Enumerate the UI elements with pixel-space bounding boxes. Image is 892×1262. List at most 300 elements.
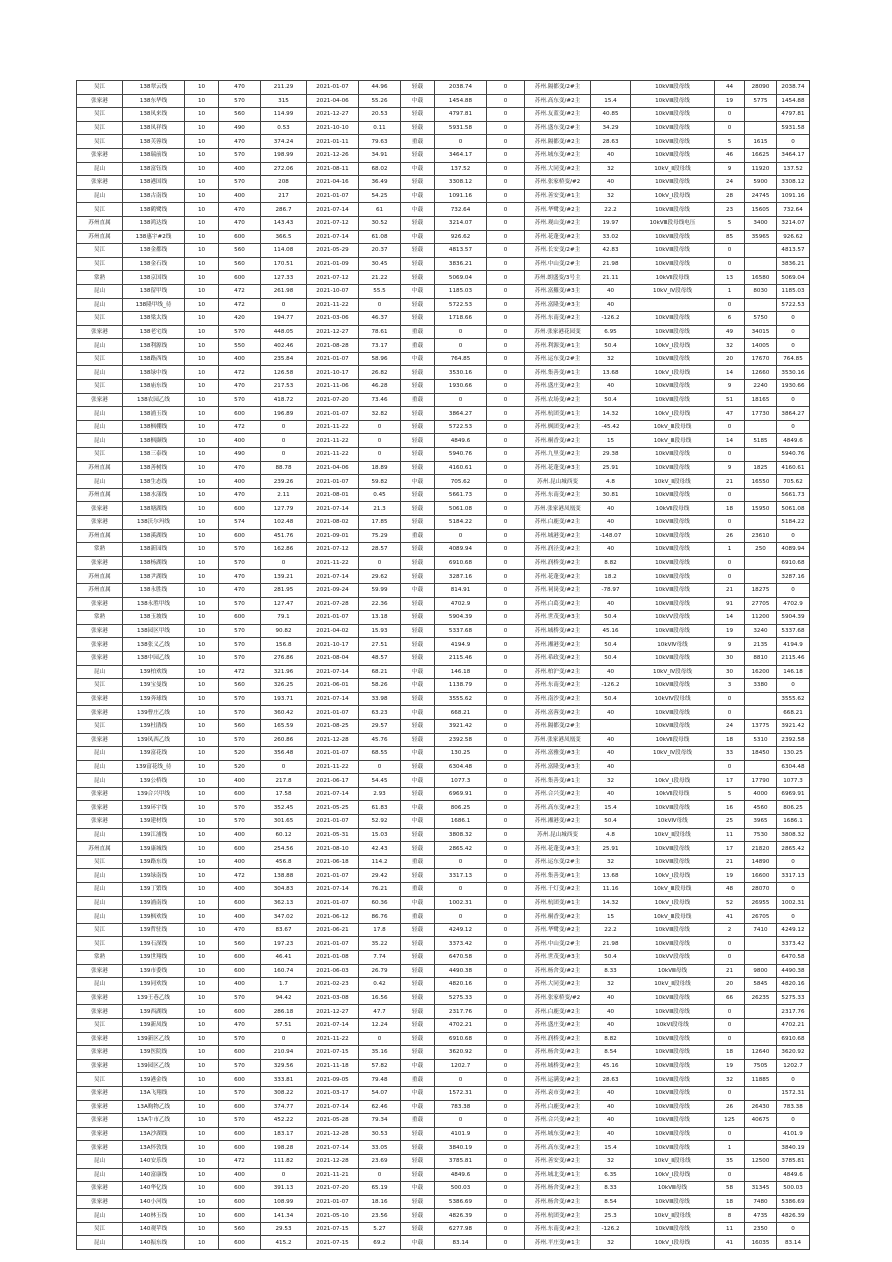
table-cell: 0 <box>777 910 810 924</box>
table-cell: 中载 <box>401 774 435 788</box>
table-cell: 668.21 <box>435 706 487 720</box>
table-cell: 昆山 <box>77 665 123 679</box>
table-cell: 10kVⅢ段母线 <box>631 121 715 135</box>
table-cell: 5337.68 <box>435 624 487 638</box>
table-cell: 2021-02-23 <box>307 978 359 992</box>
table-cell: 400 <box>219 910 261 924</box>
table-cell: 0 <box>487 135 525 149</box>
table-cell: 470 <box>219 570 261 584</box>
table-cell: 29.42 <box>359 869 401 883</box>
table-cell: 10kVⅢ母线 <box>631 964 715 978</box>
table-cell: 356.48 <box>261 747 307 761</box>
table-cell: 138老宅线 <box>123 325 185 339</box>
table-cell: 10kV_Ⅱ段母线 <box>631 162 715 176</box>
table-cell: 57.51 <box>261 1018 307 1032</box>
table-cell: 138绿中线 <box>123 366 185 380</box>
table-cell: 0 <box>435 135 487 149</box>
table-cell: 472 <box>219 284 261 298</box>
table-cell: 3840.19 <box>435 1141 487 1155</box>
table-cell: 16625 <box>745 148 777 162</box>
table-cell: 3308.12 <box>435 176 487 190</box>
table-cell: 764.85 <box>777 352 810 366</box>
table-cell: 4194.9 <box>777 638 810 652</box>
table-cell: 40 <box>591 665 631 679</box>
table-cell: 138.88 <box>261 869 307 883</box>
table-cell: 165.59 <box>261 719 307 733</box>
table-row <box>77 162 810 176</box>
table-cell: 10kVⅢ段母线 <box>631 380 715 394</box>
table-cell: 25.91 <box>591 842 631 856</box>
table-cell: 2021-03-06 <box>307 312 359 326</box>
table-cell: 10kVⅢ段母线 <box>631 461 715 475</box>
table-cell: 0 <box>487 774 525 788</box>
table-cell: 261.98 <box>261 284 307 298</box>
table-cell: 10 <box>185 815 219 829</box>
table-cell: 44.96 <box>359 81 401 95</box>
table-cell: 17.8 <box>359 923 401 937</box>
table-cell: 0 <box>487 121 525 135</box>
table-cell: 10kV_Ⅱ段母线 <box>631 828 715 842</box>
table-cell: 18450 <box>745 747 777 761</box>
table-cell: 0 <box>487 81 525 95</box>
table-cell: 0 <box>715 1032 745 1046</box>
table-cell: 281.95 <box>261 583 307 597</box>
table-cell: 138生态线 <box>123 475 185 489</box>
table-cell: 26705 <box>745 910 777 924</box>
table-cell: 10 <box>185 624 219 638</box>
table-cell: 472 <box>219 1154 261 1168</box>
table-cell: 苏州.集善变/#1主 <box>525 774 591 788</box>
table-cell: 138港国线 <box>123 176 185 190</box>
table-cell: 5931.58 <box>435 121 487 135</box>
table-cell <box>745 937 777 951</box>
table-cell: 重载 <box>401 1114 435 1128</box>
table-cell: 40 <box>591 543 631 557</box>
table-cell: 1615 <box>745 135 777 149</box>
table-cell: 139石深线 <box>123 937 185 951</box>
table-row <box>77 951 810 965</box>
table-cell: 139世翔线 <box>123 951 185 965</box>
table-cell <box>745 448 777 462</box>
table-cell: 51 <box>715 393 745 407</box>
table-cell: 张家港 <box>77 1005 123 1019</box>
table-cell: 2392.58 <box>435 733 487 747</box>
table-cell: 366.5 <box>261 230 307 244</box>
table-cell: 140观苹线 <box>123 1222 185 1236</box>
table-cell: 46.37 <box>359 312 401 326</box>
table-row <box>77 1141 810 1155</box>
table-cell: 2317.76 <box>435 1005 487 1019</box>
table-cell: 40 <box>591 148 631 162</box>
table-cell: 15605 <box>745 203 777 217</box>
table-cell: 张家港 <box>77 1114 123 1128</box>
table-cell: 59.82 <box>359 475 401 489</box>
table-cell: 10kV_Ⅱ段母线 <box>631 978 715 992</box>
table-cell: 3864.27 <box>435 407 487 421</box>
table-cell: 苏州.隔都变/2#主 <box>525 719 591 733</box>
table-cell: 140林玉线 <box>123 1209 185 1223</box>
table-cell: 21.11 <box>591 271 631 285</box>
table-cell: 15.93 <box>359 624 401 638</box>
table-cell: 3464.17 <box>777 148 810 162</box>
table-cell: 30 <box>715 665 745 679</box>
table-row <box>77 434 810 448</box>
table-row <box>77 570 810 584</box>
table-cell: 0 <box>359 434 401 448</box>
table-row <box>77 719 810 733</box>
table-cell: 5931.58 <box>777 121 810 135</box>
table-cell: 570 <box>219 815 261 829</box>
table-cell: 197.23 <box>261 937 307 951</box>
table-cell: 张家港 <box>77 556 123 570</box>
table-cell: 0 <box>487 883 525 897</box>
table-cell: 0 <box>487 855 525 869</box>
table-cell: 5722.53 <box>435 420 487 434</box>
table-cell: 18 <box>715 1195 745 1209</box>
table-cell: 10 <box>185 978 219 992</box>
table-cell: 2021-10-07 <box>307 284 359 298</box>
table-cell: 54.07 <box>359 1086 401 1100</box>
table-cell: 张家港 <box>77 801 123 815</box>
table-cell: 183.17 <box>261 1127 307 1141</box>
table-cell: 10 <box>185 760 219 774</box>
table-cell: 2021-01-07 <box>307 706 359 720</box>
table-cell: 5185 <box>745 434 777 448</box>
table-cell: 吴江 <box>77 923 123 937</box>
table-row <box>77 271 810 285</box>
table-cell: 15 <box>591 434 631 448</box>
table-cell: 470 <box>219 461 261 475</box>
table-cell: 10 <box>185 1073 219 1087</box>
table-cell: 11 <box>715 1222 745 1236</box>
table-cell: 2021-11-18 <box>307 1059 359 1073</box>
table-cell: 0 <box>487 570 525 584</box>
table-cell: 8.33 <box>591 1182 631 1196</box>
table-cell: 中载 <box>401 203 435 217</box>
table-cell: 重载 <box>401 883 435 897</box>
table-cell <box>745 706 777 720</box>
table-cell: 苏州.城桥变/#2主 <box>525 624 591 638</box>
table-row <box>77 1114 810 1128</box>
table-cell: 0 <box>715 760 745 774</box>
table-cell: 137.52 <box>435 162 487 176</box>
table-cell: 昆山 <box>77 298 123 312</box>
table-cell: 苏州.杨舍变/#2主 <box>525 1195 591 1209</box>
table-cell: 570 <box>219 638 261 652</box>
table-cell: 10 <box>185 257 219 271</box>
table-cell: 常熟 <box>77 271 123 285</box>
table-cell: 吴江 <box>77 244 123 258</box>
table-cell: 张家港 <box>77 1032 123 1046</box>
table-cell: 0 <box>487 244 525 258</box>
table-cell: 470 <box>219 216 261 230</box>
table-cell: 2392.58 <box>777 733 810 747</box>
table-cell: 1930.66 <box>777 380 810 394</box>
table-cell: 轻载 <box>401 1005 435 1019</box>
table-cell: 3864.27 <box>777 407 810 421</box>
table-cell: 6470.58 <box>435 951 487 965</box>
table-cell: 3 <box>715 679 745 693</box>
table-cell: 重载 <box>401 910 435 924</box>
table-cell: 2021-01-11 <box>307 135 359 149</box>
table-cell: 78.61 <box>359 325 401 339</box>
table-cell: 10kVⅢ段母线 <box>631 516 715 530</box>
table-cell: 10 <box>185 108 219 122</box>
table-cell: 轻载 <box>401 148 435 162</box>
table-cell <box>745 1127 777 1141</box>
table-cell: 10kVⅢ母线 <box>631 1182 715 1196</box>
table-cell: 55.5 <box>359 284 401 298</box>
table-cell: 138留甲线 <box>123 284 185 298</box>
table-cell: 62.46 <box>359 1100 401 1114</box>
table-cell: 374.77 <box>261 1100 307 1114</box>
table-cell: 10kVⅢ段母线 <box>631 393 715 407</box>
table-cell: 中载 <box>401 706 435 720</box>
table-cell: 28090 <box>745 81 777 95</box>
table-cell: 10kV_Ⅰ段母线 <box>631 869 715 883</box>
table-cell: 10kV_Ⅰ段母线 <box>631 189 715 203</box>
table-cell: 常熟 <box>77 611 123 625</box>
table-cell: 2021-07-15 <box>307 1046 359 1060</box>
table-cell: 570 <box>219 733 261 747</box>
table-cell: 22.36 <box>359 597 401 611</box>
table-cell: 272.06 <box>261 162 307 176</box>
table-cell: 31345 <box>745 1182 777 1196</box>
table-cell: 12.24 <box>359 1018 401 1032</box>
table-cell: 10 <box>185 325 219 339</box>
table-cell: 170.51 <box>261 257 307 271</box>
table-cell: 轻载 <box>401 1195 435 1209</box>
table-cell: 40 <box>591 1100 631 1114</box>
table-cell: 50.4 <box>591 611 631 625</box>
table-cell: 68.02 <box>359 162 401 176</box>
table-cell: 6910.68 <box>435 556 487 570</box>
table-cell: 2021-07-15 <box>307 1236 359 1250</box>
table-row <box>77 828 810 842</box>
table-cell: 0 <box>487 108 525 122</box>
table-cell: 139环宇线 <box>123 801 185 815</box>
table-cell: 1077.3 <box>435 774 487 788</box>
table-cell: 10kVⅢ段母线 <box>631 94 715 108</box>
table-cell: 13A购物乙线 <box>123 1100 185 1114</box>
table-cell: 79.34 <box>359 1114 401 1128</box>
table-cell: 轻载 <box>401 1222 435 1236</box>
table-cell: 326.25 <box>261 679 307 693</box>
table-cell: 0 <box>777 1114 810 1128</box>
table-cell: 轻载 <box>401 1209 435 1223</box>
table-cell: 600 <box>219 502 261 516</box>
table-cell: 3620.92 <box>777 1046 810 1060</box>
table-cell: 19 <box>715 624 745 638</box>
table-cell: 0 <box>487 937 525 951</box>
table-cell: 10kV_Ⅲ段母线 <box>631 883 715 897</box>
table-cell: 125 <box>715 1114 745 1128</box>
table-cell: 苏州直属 <box>77 842 123 856</box>
table-cell: 600 <box>219 230 261 244</box>
table-cell: 2021-10-17 <box>307 366 359 380</box>
table-cell: 轻载 <box>401 624 435 638</box>
table-cell: 0 <box>487 203 525 217</box>
table-cell: 139公桥线 <box>123 774 185 788</box>
table-cell: 138庙东线 <box>123 380 185 394</box>
table-cell: 重载 <box>401 325 435 339</box>
table-cell: 苏州.农场变/#2主 <box>525 393 591 407</box>
table-cell: 139浦南线 <box>123 896 185 910</box>
table-cell: 苏州.张家桥变/#2 <box>525 991 591 1005</box>
table-cell: -148.07 <box>591 529 631 543</box>
table-cell: 2021-06-12 <box>307 910 359 924</box>
table-cell: 0 <box>715 1127 745 1141</box>
table-cell: 苏州.华鹭变/#2主 <box>525 203 591 217</box>
table-cell: 苏州.千灯变/#2主 <box>525 883 591 897</box>
table-row <box>77 679 810 693</box>
table-cell: 19 <box>715 869 745 883</box>
table-cell: 138中园乙线 <box>123 651 185 665</box>
table-cell: 91 <box>715 597 745 611</box>
table-row <box>77 502 810 516</box>
table-cell: 2021-07-14 <box>307 883 359 897</box>
table-cell: 10kVⅢ段母线 <box>631 937 715 951</box>
table-cell: 926.62 <box>435 230 487 244</box>
table-cell: 张家港 <box>77 1195 123 1209</box>
table-cell: 13A飞翔线 <box>123 1086 185 1100</box>
table-cell: 10 <box>185 1209 219 1223</box>
table-cell: 10 <box>185 706 219 720</box>
table-cell: 138永胜线 <box>123 583 185 597</box>
table-cell: 470 <box>219 203 261 217</box>
table-cell: 139西湖线 <box>123 1005 185 1019</box>
table-cell: 苏州.运东变/2#主 <box>525 352 591 366</box>
table-cell: 10 <box>185 420 219 434</box>
table-cell: 0 <box>487 475 525 489</box>
table-cell: 21 <box>715 583 745 597</box>
table-cell: 138金都线 <box>123 244 185 258</box>
table-cell: 张家港 <box>77 1046 123 1060</box>
table-cell: 10 <box>185 1141 219 1155</box>
table-row <box>77 1154 810 1168</box>
table-row <box>77 787 810 801</box>
table-cell: 111.82 <box>261 1154 307 1168</box>
table-cell: 26430 <box>745 1100 777 1114</box>
table-cell: 轻载 <box>401 312 435 326</box>
table-cell: 重载 <box>401 855 435 869</box>
table-cell: 5661.73 <box>777 488 810 502</box>
table-row <box>77 516 810 530</box>
table-cell: 5 <box>715 787 745 801</box>
table-cell: 0 <box>487 393 525 407</box>
table-cell: 张家港 <box>77 1127 123 1141</box>
table-cell: 4160.61 <box>777 461 810 475</box>
table-cell: 2021-07-28 <box>307 597 359 611</box>
table-cell: 0 <box>487 502 525 516</box>
table-cell: 10 <box>185 583 219 597</box>
table-cell: 0 <box>487 434 525 448</box>
table-cell: 130.25 <box>777 747 810 761</box>
table-cell: 2038.74 <box>777 81 810 95</box>
table-cell: 1002.31 <box>435 896 487 910</box>
table-cell: 0 <box>261 760 307 774</box>
table-cell: 139路东线 <box>123 855 185 869</box>
table-cell: 0 <box>487 1018 525 1032</box>
table-cell: 轻载 <box>401 1032 435 1046</box>
table-cell: 8030 <box>745 284 777 298</box>
table-cell: 苏州.世茂变/#3主 <box>525 951 591 965</box>
table-cell: 轻载 <box>401 760 435 774</box>
table-cell: 14 <box>715 611 745 625</box>
table-cell: 苏州.润泾变/#2主 <box>525 543 591 557</box>
table-cell: 2021-06-18 <box>307 855 359 869</box>
table-cell: 0 <box>261 448 307 462</box>
table-cell: 10 <box>185 380 219 394</box>
table-cell: 198.99 <box>261 148 307 162</box>
table-cell: 1930.66 <box>435 380 487 394</box>
table-cell: 张家港 <box>77 1086 123 1100</box>
table-cell: 轻载 <box>401 1046 435 1060</box>
table-cell: 126.58 <box>261 366 307 380</box>
table-cell: 0 <box>487 651 525 665</box>
table-cell: 4089.94 <box>777 543 810 557</box>
table-cell: 5661.73 <box>435 488 487 502</box>
table-cell: 156.8 <box>261 638 307 652</box>
table-cell: 苏州.运满变/#2主 <box>525 1073 591 1087</box>
table-cell: 10 <box>185 284 219 298</box>
table-cell: 5845 <box>745 978 777 992</box>
table-cell: 2021-12-27 <box>307 108 359 122</box>
table-cell: 8.33 <box>591 964 631 978</box>
table-cell: 10kVⅢ段母线 <box>631 230 715 244</box>
table-cell: 轻载 <box>401 570 435 584</box>
table-row <box>77 651 810 665</box>
table-cell: 4849.6 <box>435 434 487 448</box>
table-cell: 26955 <box>745 896 777 910</box>
table-cell: 45.76 <box>359 733 401 747</box>
table-cell: 139柏欢线 <box>123 665 185 679</box>
table-cell: 4813.57 <box>777 244 810 258</box>
table-cell: 0 <box>487 801 525 815</box>
table-cell <box>745 420 777 434</box>
table-cell: 23 <box>715 203 745 217</box>
table-cell: 139奔球线 <box>123 692 185 706</box>
table-cell: 轻载 <box>401 692 435 706</box>
table-cell: 0 <box>487 1114 525 1128</box>
table-row <box>77 488 810 502</box>
table-cell: 10kVⅠ段母线 <box>631 1018 715 1032</box>
table-row <box>77 230 810 244</box>
table-cell: 10kVⅢ段母线 <box>631 1141 715 1155</box>
table-cell: 10 <box>185 516 219 530</box>
table-cell: 10kVⅢ段母线 <box>631 1195 715 1209</box>
table-cell <box>745 556 777 570</box>
table-cell: 10kVⅢ段母线 <box>631 448 715 462</box>
table-cell: 2021-01-07 <box>307 611 359 625</box>
table-cell: 29.62 <box>359 570 401 584</box>
table-cell: 2021-12-27 <box>307 325 359 339</box>
table-cell: 83.14 <box>777 1236 810 1250</box>
table-cell: 5 <box>715 216 745 230</box>
table-cell: 217 <box>261 189 307 203</box>
table-cell: 0.42 <box>359 978 401 992</box>
table-cell: 400 <box>219 475 261 489</box>
table-cell: 10kV_Ⅰ段母线 <box>631 407 715 421</box>
table-row <box>77 733 810 747</box>
table-cell: 3240 <box>745 624 777 638</box>
table-cell: 139江浦线 <box>123 828 185 842</box>
table-cell: 0 <box>715 516 745 530</box>
table-cell: 3555.62 <box>777 692 810 706</box>
table-cell: 10 <box>185 842 219 856</box>
table-cell: 194.77 <box>261 312 307 326</box>
table-cell: 560 <box>219 108 261 122</box>
